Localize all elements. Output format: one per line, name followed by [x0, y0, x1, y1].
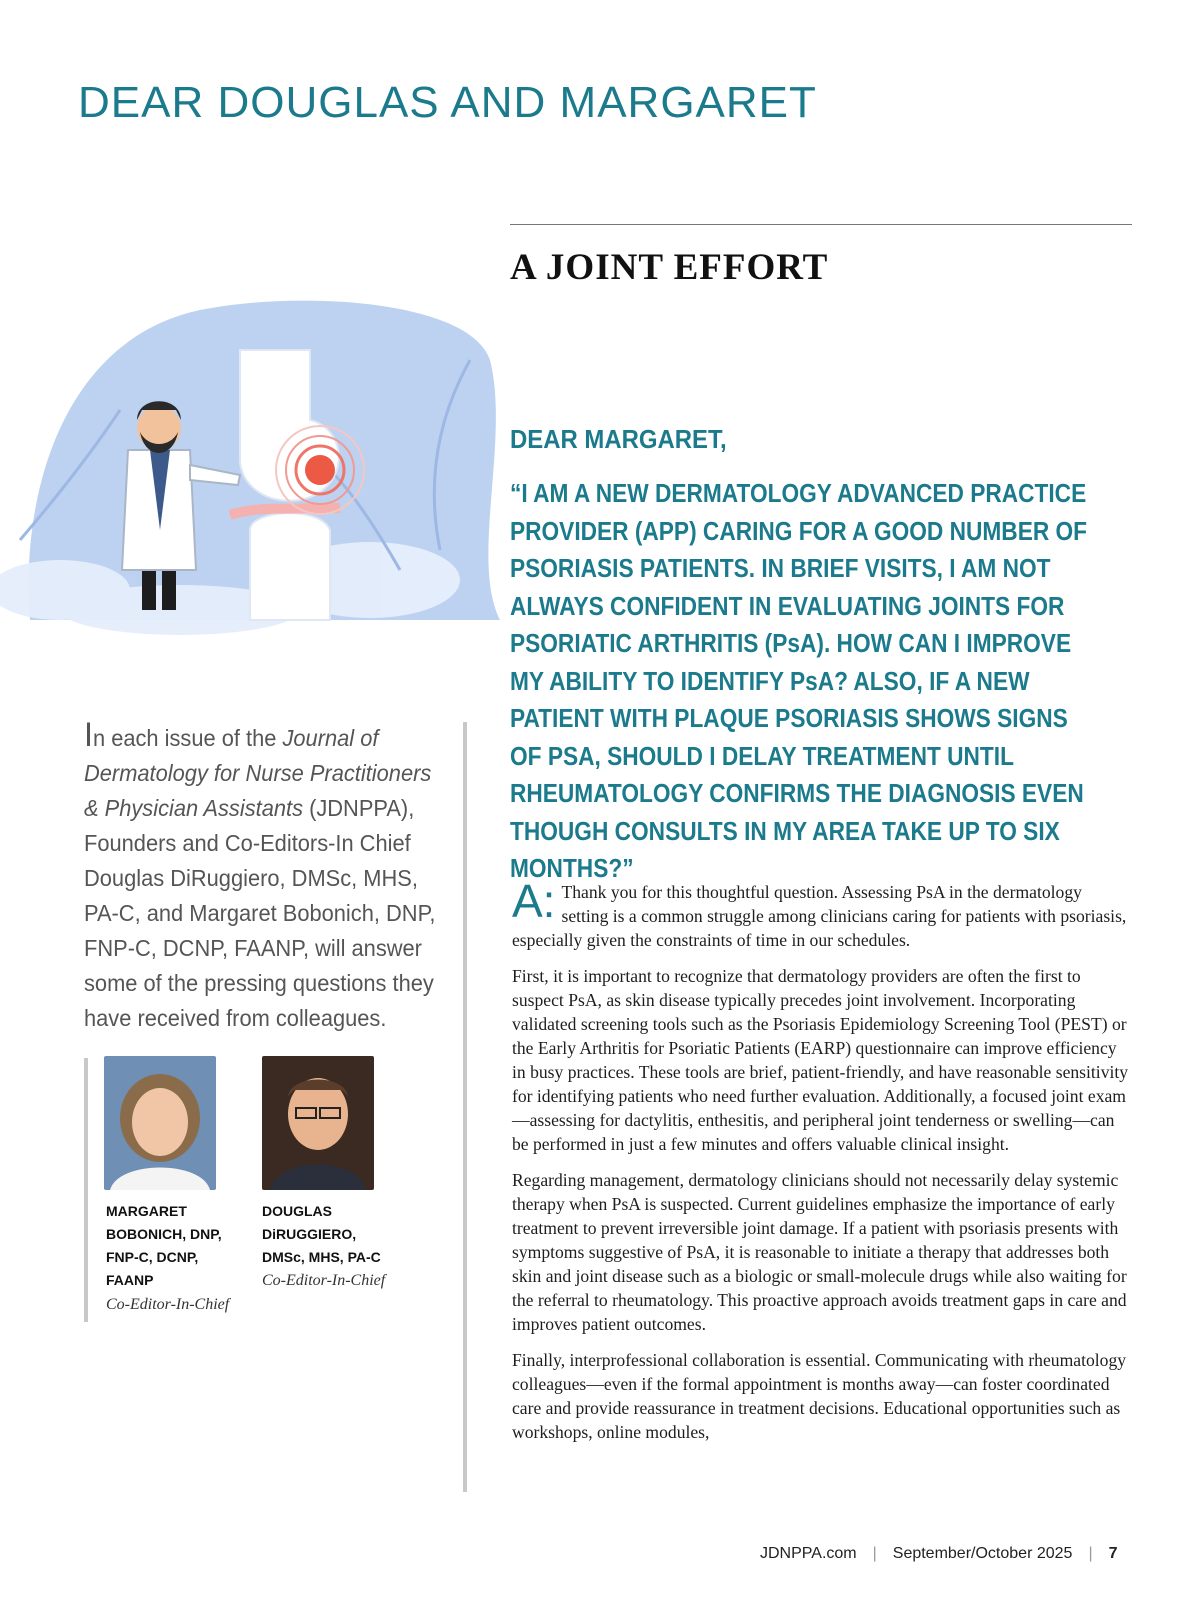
editor-role-douglas: Co-Editor-In-Chief — [262, 1272, 386, 1289]
footer-issue: September/October 2025 — [892, 1545, 1073, 1562]
editor-role-margaret: Co-Editor-In-Chief — [106, 1296, 230, 1313]
answer-label: A: — [512, 875, 556, 927]
intro-drop-letter: I — [84, 716, 93, 754]
footer-site: JDNPPA.com — [760, 1545, 857, 1562]
article-title: A JOINT EFFORT — [510, 247, 829, 288]
editor-photo-douglas — [262, 1056, 374, 1190]
page-footer: JDNPPA.com | September/October 2025 | 7 — [760, 1545, 1118, 1562]
salutation: DEAR MARGARET, — [510, 424, 727, 454]
page-number: 7 — [1108, 1545, 1118, 1562]
sidebar-divider — [463, 722, 467, 1492]
answer-paragraph: A: Thank you for this thoughtful question. Assessing PsA in the dermatology setting is a common struggle among clinicians caring for patients with psoriasis, especially given the constraints of time in our schedules. — [512, 875, 1127, 950]
answer-paragraph: Finally, interprofessional collaboration is essential. Communicating with rheumatology colleagues—even if the formal appointment is months away—can foster coordinated care and provide reassurance in treatment decisions. Educational opportunities such as workshops, online modules, — [512, 1350, 1127, 1442]
journal-name: Journal of Dermatology for Nurse Practitioners & Physician Assistants — [84, 725, 432, 821]
editor-name-margaret: MARGARET BOBONICH, DNP, FNP-C, DCNP, FAANP — [106, 1203, 222, 1288]
answer-paragraph: First, it is important to recognize that dermatology providers are often the first to suspect PsA, as skin disease typically precedes joint involvement. Incorporating validated screening tools such as the Psoriasis Epidemiology Screening Tool (PEST) or the Early Arthritis for Psoriatic Patients (EARP) questionnaire can improve efficiency in busy practices. These tools are brief, patient-friendly, and have reasonable sensitivity for identifying patients who need further evaluation. Additionally, a focused joint exam—assessing for dactylitis, enthesitis, and peripheral joint tenderness or swelling—can be performed in just a few minutes and offers valuable clinical insight. — [512, 966, 1129, 1154]
answer-body — [512, 875, 1132, 1456]
doctor-joint-illustration — [0, 300, 520, 660]
answer-paragraph: Regarding management, dermatology clinicians should not necessarily delay systemic therapy when PsA is suspected. Current guidelines emphasize the importance of early treatment to prevent irreversible joint damage. If a patient with psoriasis presents with symptoms suggestive of PsA, it is reasonable to initiate a therapy that addresses both skin and joint disease such as a biologic or small-molecule drugs while also waiting for the referral to rheumatology. This proactive approach avoids treatment gaps in care and improves patient outcomes. — [512, 1170, 1127, 1334]
bio-divider — [84, 1058, 88, 1322]
reader-question: “I AM A NEW DERMATOLOGY ADVANCED PRACTICE PROVIDER (APP) CARING FOR A GOOD NUMBER OF PSORIASIS PATIENTS. IN BRIEF VISITS, I AM NOT ALWAYS CONFIDENT IN EVALUATING JOINTS FOR PSORIATIC ARTHRITIS (PsA). HOW CAN I IMPROVE MY ABILITY TO IDENTIFY PsA? ALSO, IF A NEW PATIENT WITH PLAQUE PSORIASIS SHOWS SIGNS OF PSA, SHOULD I DELAY TREATMENT UNTIL RHEUMATOLOGY CONFIRMS THE DIAGNOSIS EVEN THOUGH CONSULTS IN MY AREA TAKE UP TO SIX MONTHS?” — [510, 480, 1088, 883]
title-divider — [510, 224, 1132, 225]
section-header: DEAR DOUGLAS AND MARGARET — [78, 78, 817, 127]
editor-name-douglas: DOUGLAS DiRUGGIERO, DMSc, MHS, PA-C — [262, 1203, 381, 1265]
intro-text: In each issue of the Journal of Dermatology for Nurse Practitioners & Physician Assistants (JDNPPA), Founders and Co-Editors-In Chief Douglas DiRuggiero, DMSc, MHS, PA-C, and Margaret Bobonich, DNP, FNP-C, DCNP, FAANP, will answer some of the pressing questions they have received from colleagues. — [84, 716, 436, 1031]
editor-photo-margaret — [104, 1056, 216, 1190]
